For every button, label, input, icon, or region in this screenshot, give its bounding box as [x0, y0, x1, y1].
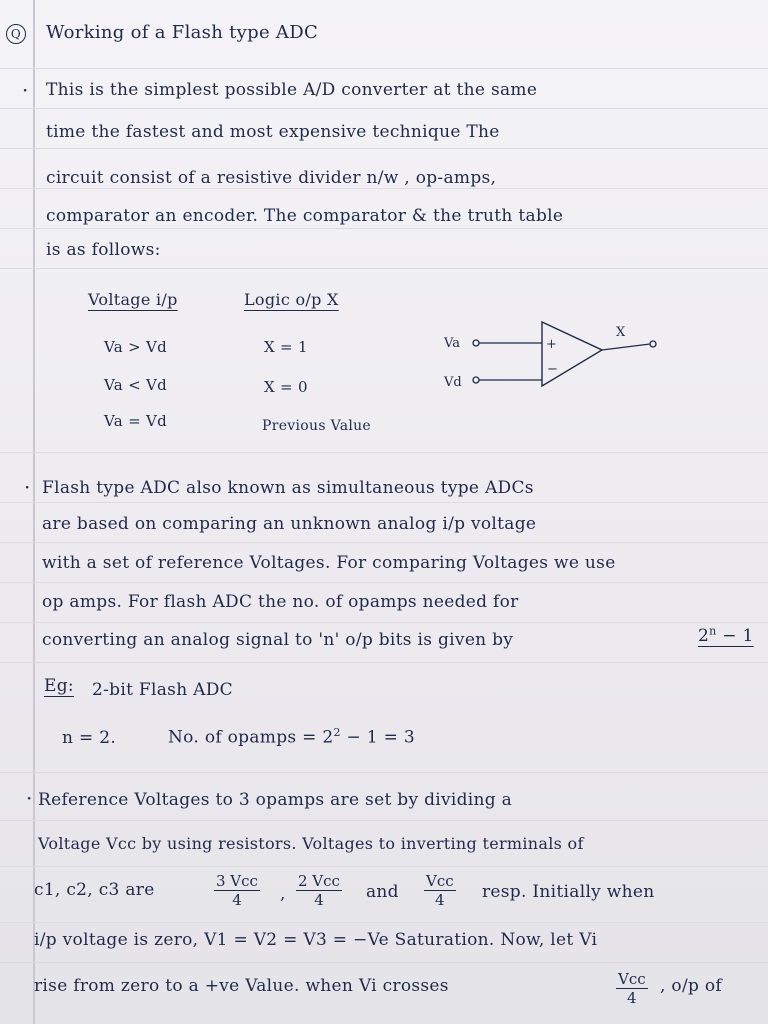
reference-line-1: Reference Voltages to 3 opamps are set by dividing a [38, 790, 513, 810]
flash-line-5: converting an analog signal to 'n' o/p bits is given by [42, 630, 514, 650]
ruled-line [0, 820, 768, 821]
output-wire [602, 344, 650, 350]
table-cell: X = 1 [264, 338, 308, 356]
ruled-line [0, 268, 768, 269]
page-title: Working of a Flash type ADC [46, 22, 319, 43]
table-cell: Va < Vd [104, 376, 168, 394]
reference-line-4: i/p voltage is zero, V1 = V2 = V3 = −Ve Saturation. Now, let Vi [34, 930, 598, 950]
bullet: · [26, 786, 33, 810]
table-cell: Va > Vd [104, 338, 168, 356]
output-label: X [616, 325, 626, 340]
flash-line-3: with a set of reference Voltages. For comparing Voltages we use [42, 553, 616, 573]
intro-line-1: This is the simplest possible A/D converter at the same [46, 80, 538, 100]
input-a-terminal [473, 340, 479, 346]
ruled-line [0, 452, 768, 453]
formula-2n: $2^n - 1$ [698, 624, 754, 646]
ruled-line [0, 962, 768, 963]
ruled-line [0, 662, 768, 663]
table-header-logic: Logic o/p X [244, 290, 339, 309]
ruled-line [0, 772, 768, 773]
ruled-line [0, 228, 768, 229]
comparator-diagram [430, 310, 670, 400]
ruled-line [0, 582, 768, 583]
table-header-voltage: Voltage i/p [88, 290, 178, 309]
input-d-label: Vd [444, 375, 462, 390]
reference-line-3-end: resp. Initially when [482, 882, 655, 902]
bullet: · [22, 78, 29, 102]
question-circle: Q [6, 24, 26, 44]
flash-line-2: are based on comparing an unknown analog i/p voltage [42, 514, 537, 534]
intro-line-4: comparator an encoder. The comparator & the truth table [46, 206, 564, 226]
ruled-line [0, 68, 768, 69]
fraction-vcc-4: Vcc 4 [426, 872, 454, 909]
flash-line-1: Flash type ADC also known as simultaneous type ADCs [42, 478, 534, 498]
ruled-line [0, 148, 768, 149]
fraction-3vcc-4: 3 Vcc 4 [216, 872, 258, 909]
intro-line-5: is as follows: [46, 240, 161, 260]
ruled-line [0, 188, 768, 189]
reference-line-5-end: , o/p of [660, 976, 722, 996]
ruled-line [0, 866, 768, 867]
ruled-line [0, 542, 768, 543]
fraction-2vcc-4: 2 Vcc 4 [298, 872, 340, 909]
ruled-line [0, 502, 768, 503]
ruled-line [0, 622, 768, 623]
intro-line-2: time the fastest and most expensive technique The [46, 122, 500, 142]
input-d-terminal [473, 377, 479, 383]
input-a-label: Va [444, 336, 460, 351]
table-cell: Previous Value [262, 418, 372, 434]
example-n: n = 2. [62, 728, 117, 748]
table-cell: Va = Vd [104, 412, 168, 430]
separator: , [280, 884, 286, 904]
table-cell: X = 0 [264, 378, 308, 396]
intro-line-3: circuit consist of a resistive divider n/w , op-amps, [46, 168, 497, 188]
flash-line-4: op amps. For flash ADC the no. of opamps needed for [42, 592, 519, 612]
fraction-vcc-4-b: Vcc 4 [618, 970, 646, 1007]
plus-sign: + [546, 337, 557, 352]
example-label: Eg: [44, 676, 74, 696]
ruled-line [0, 922, 768, 923]
and-word: and [366, 882, 399, 902]
bullet: · [24, 475, 31, 499]
example-title: 2-bit Flash ADC [92, 680, 233, 700]
question-marker [6, 22, 26, 44]
output-terminal [650, 341, 656, 347]
minus-sign: − [547, 362, 558, 377]
ruled-line [0, 108, 768, 109]
reference-line-5-start: rise from zero to a +ve Value. when Vi crosses [34, 976, 449, 996]
margin-line [33, 0, 35, 1024]
example-opamps: No. of opamps = $2^2 - 1 = 3$ [168, 726, 415, 748]
reference-line-3-start: c1, c2, c3 are [34, 880, 155, 900]
reference-line-2: Voltage Vcc by using resistors. Voltages to inverting terminals of [38, 834, 584, 853]
